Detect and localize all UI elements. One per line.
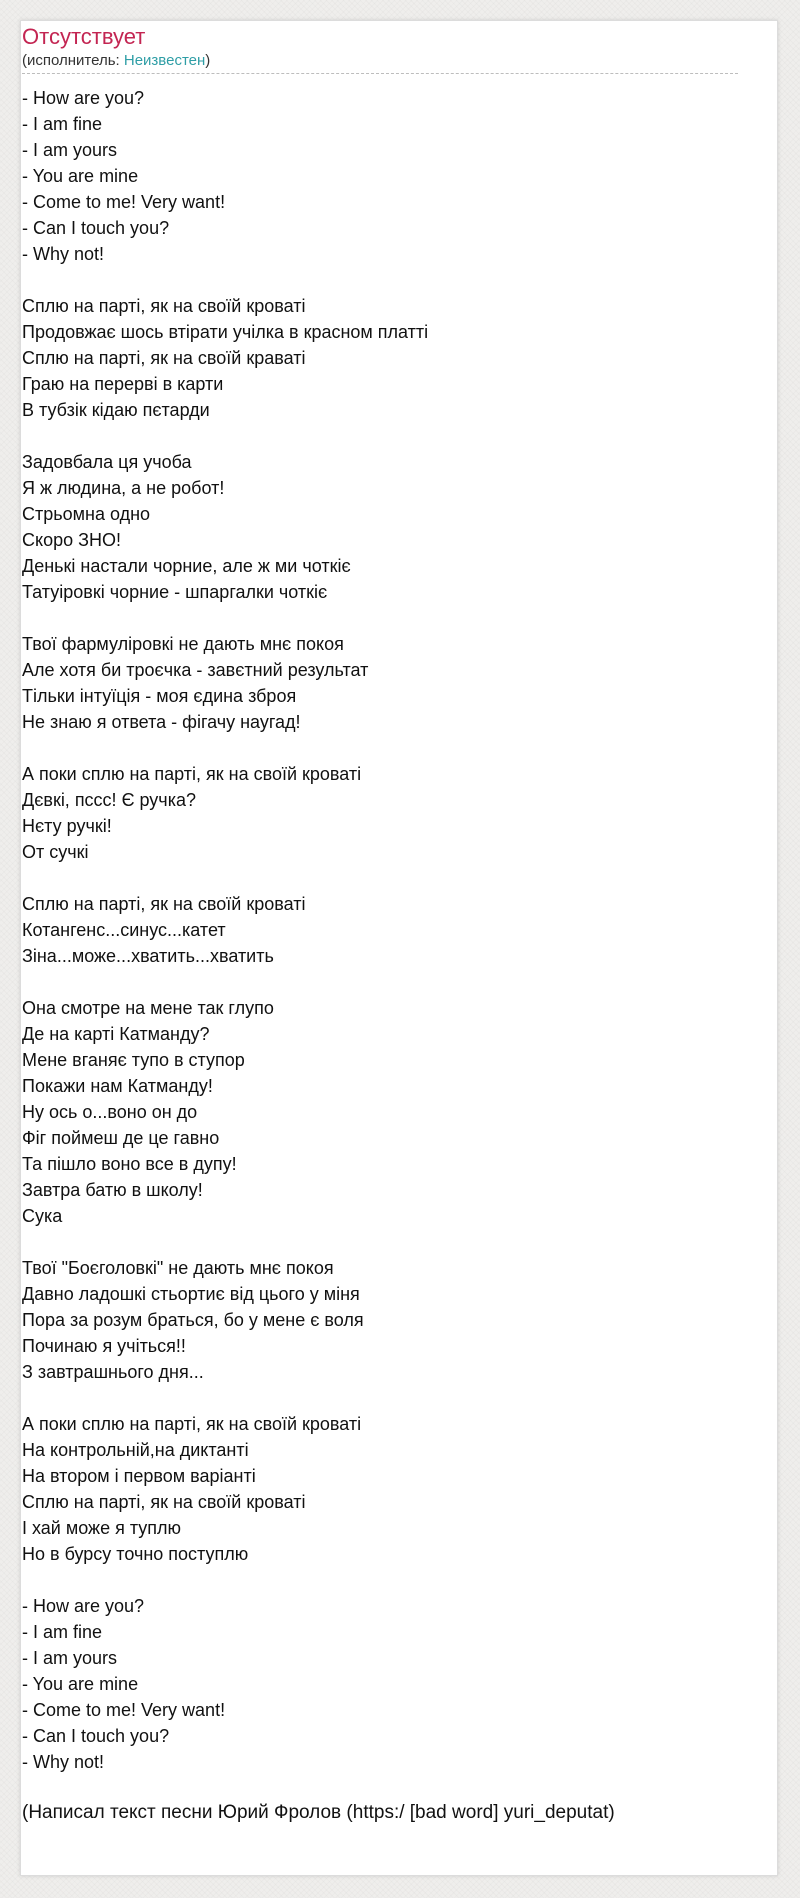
lyric-line: - You are mine xyxy=(22,1674,139,1694)
stanza-gap xyxy=(22,865,738,891)
artist-link[interactable]: Неизвестен xyxy=(123,52,206,69)
song-header xyxy=(22,22,738,74)
lyric-line: - Why not! xyxy=(22,244,105,264)
lyric-line: - Why not! xyxy=(22,1752,105,1772)
lyric-line: Ну ось о...воно он до xyxy=(22,1102,198,1122)
lyric-line: Твої фармуліровкі не дають мнє покоя xyxy=(22,634,344,654)
lyric-line: Но в бурсу точно поступлю xyxy=(22,1544,249,1564)
lyric-line: Завтра батю в школу! xyxy=(22,1180,203,1200)
lyric-line: Дєвкі, пссс! Є ручка? xyxy=(22,790,196,810)
lyric-line: - Come to me! Very want! xyxy=(22,192,226,212)
lyric-line: Она смотре на мене так глупо xyxy=(22,998,274,1018)
lyric-line: А поки сплю на парті, як на своїй кроваті xyxy=(22,1414,362,1434)
artist-prefix: (исполнитель: xyxy=(22,52,124,69)
lyric-line: Скоро ЗНО! xyxy=(22,530,121,550)
lyric-line: В тубзік кідаю пєтарди xyxy=(22,400,210,420)
lyric-line: Фіг поймеш де це гавно xyxy=(22,1128,220,1148)
lyric-line: І хай може я туплю xyxy=(22,1518,182,1538)
lyric-line: - I am yours xyxy=(22,140,118,160)
artist-suffix: ) xyxy=(205,52,211,69)
lyric-line: Денькі настали чорние, але ж ми чоткіє xyxy=(22,556,351,576)
stanza-gap xyxy=(22,735,738,761)
lyric-line: Але хотя би троєчка - завєтний результат xyxy=(22,660,369,680)
lyric-line: - Can I touch you? xyxy=(22,218,170,238)
lyric-line: Сплю на парті, як на своїй кроваті xyxy=(22,1492,306,1512)
lyrics-credit: (Написал текст песни Юрий Фролов (https:/ [bad word] yuri_deputat) xyxy=(22,1802,615,1823)
lyric-line: Котангенс...синус...катет xyxy=(22,920,226,940)
lyric-line: Тільки інтуїція - моя єдина зброя xyxy=(22,686,297,706)
song-title: Отсутствует xyxy=(22,24,146,49)
stanza-gap xyxy=(22,1385,738,1411)
lyric-line: - How are you? xyxy=(22,1596,145,1616)
lyric-line: - You are mine xyxy=(22,166,139,186)
lyric-line: - Can I touch you? xyxy=(22,1726,170,1746)
lyric-line: Покажи нам Катманду! xyxy=(22,1076,213,1096)
lyric-line: Не знаю я ответа - фігачу наугад! xyxy=(22,712,301,732)
lyric-line: - I am fine xyxy=(22,1622,103,1642)
lyric-line: На контрольній,на диктанті xyxy=(22,1440,249,1460)
stanza-gap xyxy=(22,267,738,293)
lyric-line: Твої "Боєголовкі" не дають мнє покоя xyxy=(22,1258,334,1278)
lyric-line: Починаю я учіться!! xyxy=(22,1336,186,1356)
lyric-line: А поки сплю на парті, як на своїй кроваті xyxy=(22,764,362,784)
lyrics-body xyxy=(22,85,738,1775)
lyric-line: Та пішло воно все в дупу! xyxy=(22,1154,237,1174)
lyric-line: Татуіровкі чорние - шпаргалки чоткіє xyxy=(22,582,328,602)
lyric-line: З завтрашнього дня... xyxy=(22,1362,204,1382)
lyric-line: - I am yours xyxy=(22,1648,118,1668)
artist-line xyxy=(22,52,210,70)
lyric-line: Мене вганяє тупо в ступор xyxy=(22,1050,245,1070)
lyric-line: Стрьомна одно xyxy=(22,504,151,524)
lyric-line: Сплю на парті, як на своїй кроваті xyxy=(22,894,306,914)
stanza-gap xyxy=(22,423,738,449)
lyric-line: Я ж людина, а не робот! xyxy=(22,478,225,498)
lyric-line: Давно ладошкі стьортиє від цього у міня xyxy=(22,1284,360,1304)
lyric-line: Граю на перерві в карти xyxy=(22,374,224,394)
lyric-line: Задовбала ця учоба xyxy=(22,452,192,472)
lyric-line: На втором і первом варіанті xyxy=(22,1466,256,1486)
lyric-line: Сплю на парті, як на своїй краваті xyxy=(22,348,306,368)
lyric-line: Продовжає шось втірати учілка в красном платті xyxy=(22,322,429,342)
lyric-line: Сука xyxy=(22,1206,63,1226)
stanza-gap xyxy=(22,1567,738,1593)
lyric-line: Зіна...може...хватить...хватить xyxy=(22,946,274,966)
stanza-gap xyxy=(22,605,738,631)
lyric-line: Сплю на парті, як на своїй кроваті xyxy=(22,296,306,316)
lyric-line: - How are you? xyxy=(22,88,145,108)
lyric-line: Нєту ручкі! xyxy=(22,816,112,836)
stanza-gap xyxy=(22,969,738,995)
stanza-gap xyxy=(22,1229,738,1255)
lyric-line: - Come to me! Very want! xyxy=(22,1700,226,1720)
lyric-line: От сучкі xyxy=(22,842,89,862)
lyric-line: Де на карті Катманду? xyxy=(22,1024,210,1044)
lyric-line: - I am fine xyxy=(22,114,103,134)
lyric-line: Пора за розум браться, бо у мене є воля xyxy=(22,1310,364,1330)
